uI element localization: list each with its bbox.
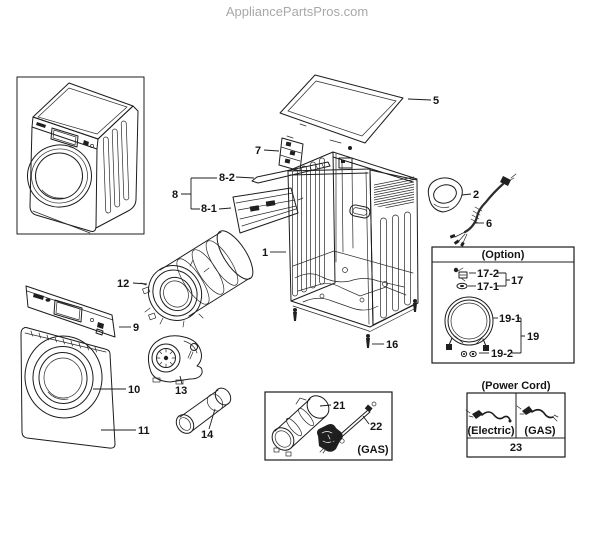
callout-part-2: 2: [473, 189, 480, 201]
cabinet-frame-art: [288, 146, 418, 348]
option-label: (Option): [481, 249, 525, 261]
callout-part-8: 8: [172, 189, 179, 201]
electric-label: (Electric): [467, 425, 515, 437]
hose-washers-art: [461, 351, 476, 356]
callout-part-22: 22: [370, 421, 383, 433]
assembled-washer-art: [17, 77, 144, 234]
callout-part-1: 1: [262, 247, 269, 259]
callout-part-13: 13: [175, 385, 188, 397]
watermark-text: AppliancePartsPros.com: [225, 4, 369, 19]
blower-assembly-art: [148, 336, 202, 384]
power-cord-label: (Power Cord): [481, 380, 551, 392]
callout-part-9: 9: [133, 322, 140, 334]
tub-assembly-art: [138, 226, 260, 331]
callout-part-23: 23: [509, 442, 523, 454]
callout-part-5: 5: [433, 95, 440, 107]
front-panel-art: [21, 328, 115, 449]
callout-part-17-2: 17-2: [477, 268, 500, 280]
door-cap-art: [428, 178, 462, 212]
callout-part-11: 11: [138, 425, 150, 437]
support-rail-art: [252, 162, 330, 183]
callout-part-12: 12: [117, 278, 130, 290]
callout-part-17-1: 17-1: [477, 281, 500, 293]
callout-part-19-2: 19-2: [491, 348, 514, 360]
callout-part-14: 14: [201, 429, 214, 441]
leader-lines: [93, 99, 525, 430]
callout-part-8-2: 8-2: [219, 172, 235, 184]
gas-cord-art: [517, 406, 558, 421]
callout-part-8-1: 8-1: [201, 203, 217, 215]
callout-part-6: 6: [486, 218, 493, 230]
leveling-bolt-16: [366, 334, 370, 348]
control-panel-art: [26, 286, 115, 337]
drain-hose-art: [445, 297, 493, 351]
gas-kit-label: (GAS): [357, 444, 389, 456]
option-box: [432, 247, 574, 363]
callout-labels: [117, 95, 539, 454]
section-labels: [357, 249, 556, 456]
callout-part-16: 16: [386, 339, 399, 351]
callout-part-17: 17: [511, 275, 524, 287]
callout-part-10: 10: [128, 384, 141, 396]
callout-part-7: 7: [255, 145, 262, 157]
electric-cord-art: [466, 410, 512, 423]
callout-part-21: 21: [333, 400, 346, 412]
inlet-fitting-art: [454, 268, 467, 281]
callout-part-19: 19: [527, 331, 540, 343]
washer-seal-art: [457, 283, 467, 289]
callout-part-19-1: 19-1: [499, 313, 522, 325]
gas-cord-label: (GAS): [524, 425, 556, 437]
top-panel-art: [280, 75, 403, 143]
